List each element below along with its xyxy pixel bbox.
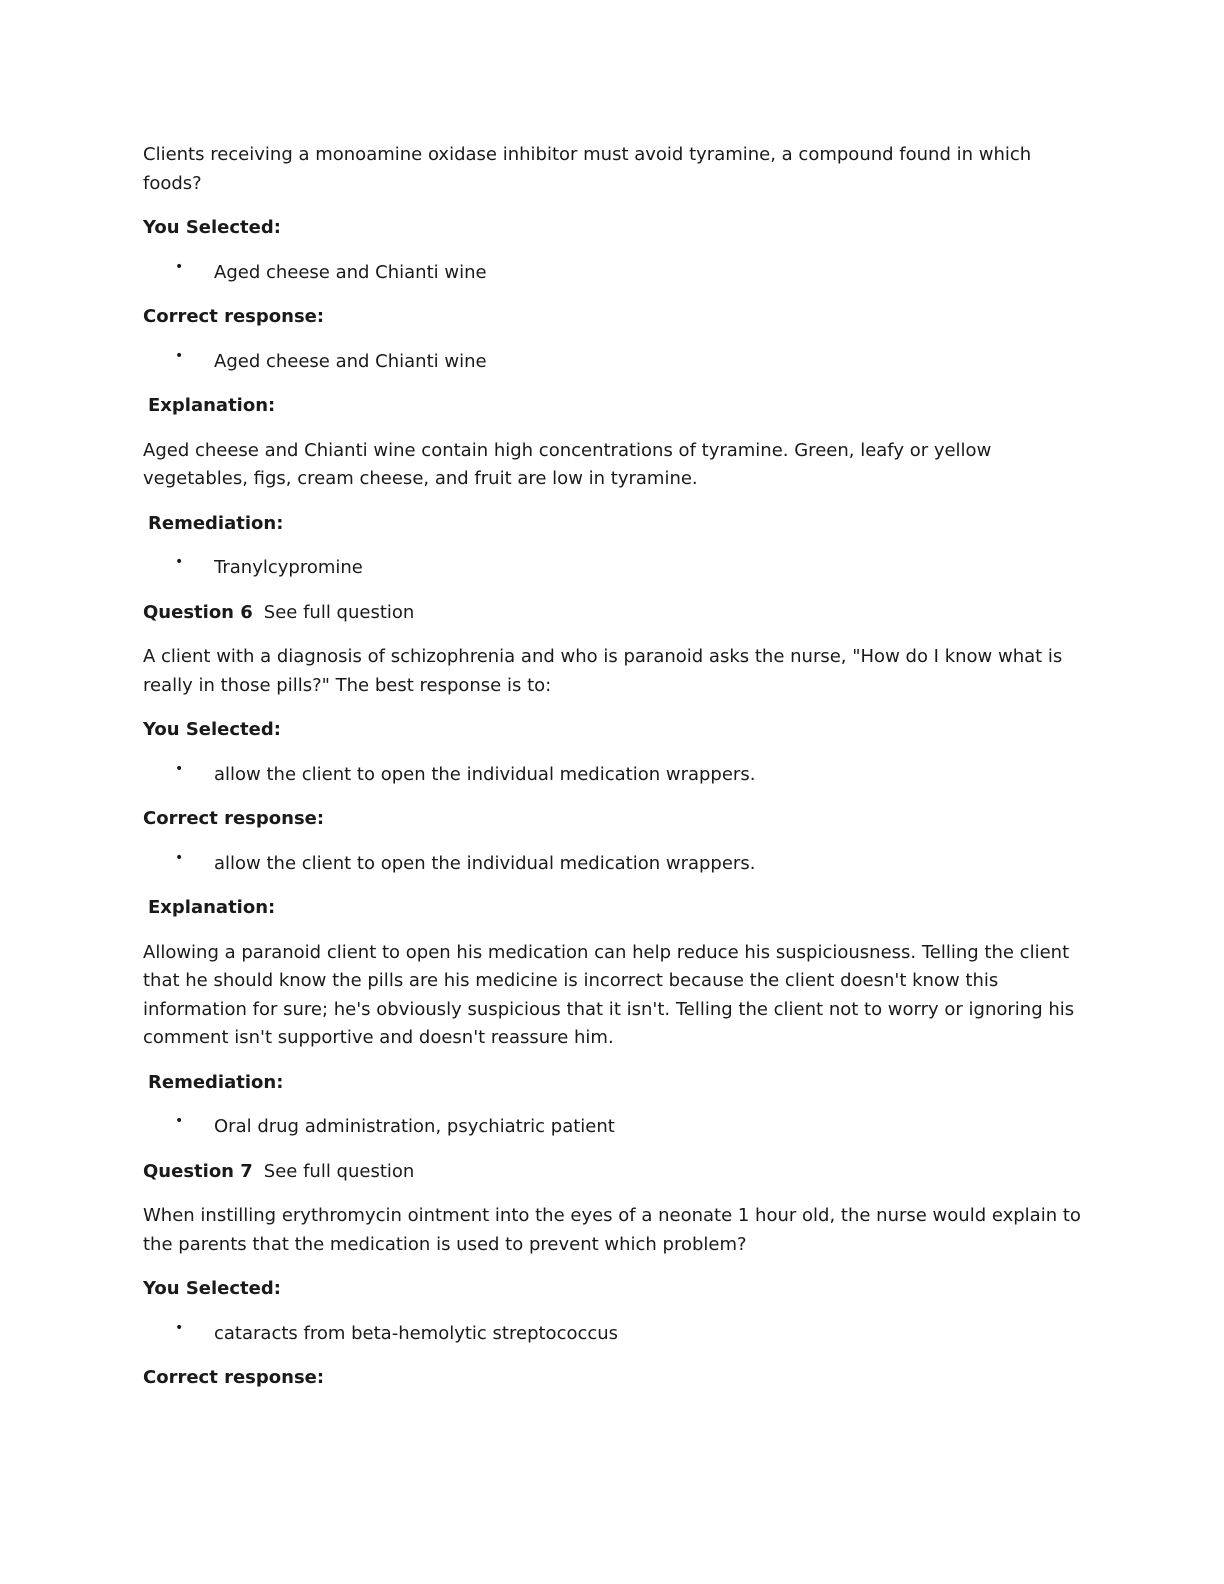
correct-response-label: Correct response: — [143, 1367, 325, 1388]
correct-answer-item — [143, 850, 1083, 879]
selected-answer-item — [143, 259, 1083, 288]
selected-answer-text: Aged cheese and Chianti wine — [214, 261, 487, 283]
bullet-icon: • — [175, 1319, 184, 1336]
explanation-label: Explanation: — [148, 395, 276, 416]
selected-answer-text: cataracts from beta-hemolytic streptococcus — [214, 1322, 619, 1344]
you-selected-label: You Selected: — [143, 217, 281, 238]
selected-answer-item — [143, 761, 1083, 790]
explanation-text: Aged cheese and Chianti wine contain high concentrations of tyramine. Green, leafy or yellow vegetables, figs, cream cheese, and fruit are low in tyramine. — [143, 439, 992, 489]
explanation-label: Explanation: — [148, 897, 276, 918]
bullet-icon: • — [175, 347, 184, 364]
correct-response-label: Correct response: — [143, 808, 325, 829]
remediation-label: Remediation: — [148, 1071, 284, 1093]
bullet-icon: • — [175, 760, 184, 777]
question-text: A client with a diagnosis of schizophrenia and who is paranoid asks the nurse, "How do I know what is really in those pills?" The best response is to: — [143, 646, 1063, 696]
remediation-item — [143, 554, 1083, 583]
bullet-icon: • — [175, 1113, 184, 1129]
remediation-link[interactable]: Tranylcypromine — [214, 557, 363, 578]
question-number: Question 6 — [143, 601, 253, 623]
question-number: Question 7 — [143, 1160, 253, 1182]
question-text: When instilling erythromycin ointment into the eyes of a neonate 1 hour old, the nurse would explain to the parents that the medication is used to prevent which problem? — [143, 1205, 1081, 1255]
see-full-question-link[interactable]: See full question — [263, 1160, 415, 1182]
see-full-question-link[interactable]: See full question — [263, 601, 415, 623]
selected-answer-text: allow the client to open the individual medication wrappers. — [214, 763, 756, 785]
selected-answer-item — [143, 1320, 1083, 1349]
bullet-icon: • — [175, 554, 184, 570]
remediation-link[interactable]: Oral drug administration, psychiatric patient — [214, 1116, 615, 1137]
explanation-text: Allowing a paranoid client to open his medication can help reduce his suspiciousness. Telling the client that he should know the pills are his medicine is incorrect because the client doesn't know this information for sure; he's obviously suspicious that it isn't. Telling the client not to worry or ignoring his comment isn't supportive and doesn't reassure him. — [143, 941, 1075, 1048]
question-text: Clients receiving a monoamine oxidase inhibitor must avoid tyramine, a compound found in which foods? — [143, 144, 1032, 194]
question-header — [143, 1158, 1083, 1187]
correct-answer-text: allow the client to open the individual medication wrappers. — [214, 852, 756, 874]
correct-answer-item — [143, 348, 1083, 377]
correct-response-label: Correct response: — [143, 306, 325, 327]
document-content — [143, 141, 1083, 1409]
remediation-item — [143, 1113, 1083, 1142]
bullet-icon: • — [175, 258, 184, 275]
correct-answer-text: Aged cheese and Chianti wine — [214, 350, 487, 372]
you-selected-label: You Selected: — [143, 1278, 281, 1299]
remediation-label: Remediation: — [148, 512, 284, 534]
bullet-icon: • — [175, 849, 184, 866]
question-header — [143, 599, 1083, 628]
you-selected-label: You Selected: — [143, 719, 281, 740]
